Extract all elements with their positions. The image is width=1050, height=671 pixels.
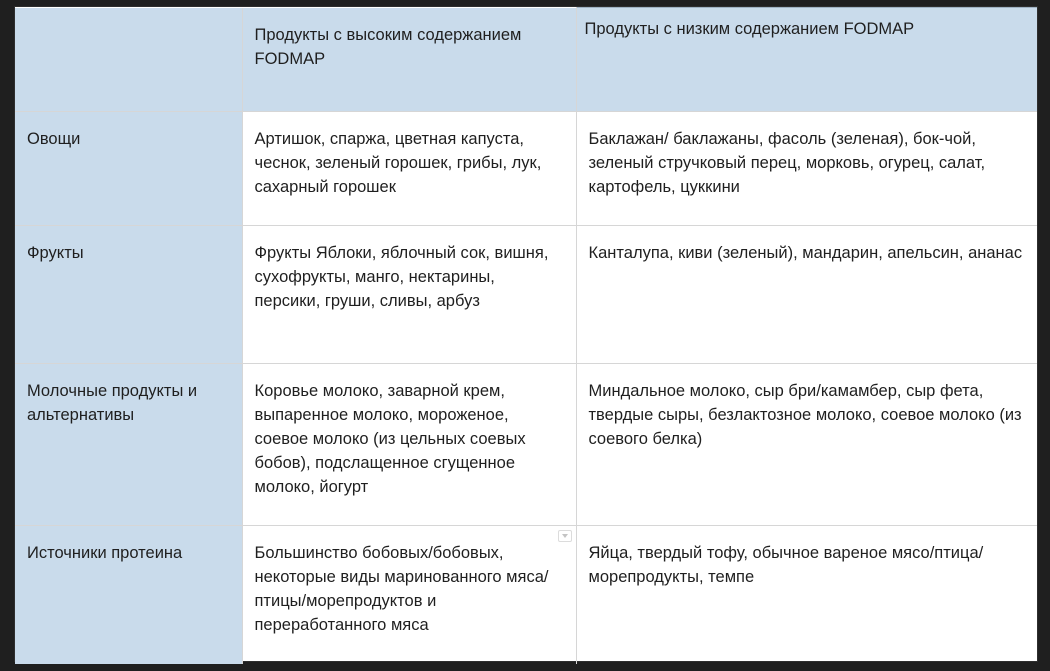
high-fodmap-cell[interactable] — [242, 112, 576, 226]
header-corner-cell[interactable] — [15, 8, 242, 112]
chevron-down-icon[interactable] — [558, 530, 572, 542]
table-row — [15, 226, 1037, 364]
header-high-fodmap-cell[interactable] — [242, 8, 576, 112]
category-label: Фрукты — [27, 244, 84, 262]
table-row — [15, 526, 1037, 664]
category-cell[interactable] — [15, 364, 242, 526]
low-fodmap-cell[interactable] — [576, 226, 1037, 364]
category-label: Овощи — [27, 130, 81, 148]
header-low-fodmap-cell[interactable] — [576, 8, 1037, 112]
table-row — [15, 112, 1037, 226]
header-row — [15, 8, 1037, 112]
low-fodmap-cell[interactable] — [576, 364, 1037, 526]
header-low-fodmap-label: Продукты с низким содержанием FODMAP — [584, 20, 915, 38]
fodmap-table-frame — [14, 6, 1038, 662]
category-cell[interactable] — [15, 112, 242, 226]
header-high-fodmap-label: Продукты с высоким содержанием FODMAP — [254, 25, 522, 68]
low-fodmap-text: Канталупа, киви (зеленый), мандарин, апельсин, ананас — [588, 244, 1023, 262]
fodmap-table — [15, 7, 1037, 664]
low-fodmap-cell[interactable] — [576, 526, 1037, 664]
low-fodmap-cell[interactable] — [576, 112, 1037, 226]
low-fodmap-text: Баклажан/ баклажаны, фасоль (зеленая), бок-чой, зеленый стручковый перец, морковь, огурец, салат, картофель, цуккини — [588, 130, 986, 196]
category-cell[interactable] — [15, 226, 242, 364]
low-fodmap-text: Яйца, твердый тофу, обычное вареное мясо/птица/морепродукты, темпе — [588, 544, 984, 586]
category-label: Молочные продукты и альтернативы — [27, 382, 198, 424]
table-row — [15, 364, 1037, 526]
high-fodmap-text: Артишок, спаржа, цветная капуста, чеснок, зеленый горошек, грибы, лук, сахарный горошек — [254, 130, 542, 196]
high-fodmap-cell[interactable] — [242, 226, 576, 364]
category-cell[interactable] — [15, 526, 242, 664]
category-label: Источники протеина — [27, 544, 183, 562]
high-fodmap-cell[interactable] — [242, 526, 576, 664]
high-fodmap-text: Большинство бобовых/бобовых, некоторые виды маринованного мяса/птицы/морепродуктов и переработанного мяса — [254, 544, 549, 634]
high-fodmap-cell[interactable] — [242, 364, 576, 526]
high-fodmap-text: Коровье молоко, заварной крем, выпаренное молоко, мороженое, соевое молоко (из цельных соевых бобов), подслащенное сгущенное молоко, йогурт — [254, 382, 526, 496]
high-fodmap-text: Фрукты Яблоки, яблочный сок, вишня, сухофрукты, манго, нектарины, персики, груши, сливы, арбуз — [254, 244, 549, 310]
low-fodmap-text: Миндальное молоко, сыр бри/камамбер, сыр фета, твердые сыры, безлактозное молоко, соевое молоко (из соевого белка) — [588, 382, 1022, 448]
